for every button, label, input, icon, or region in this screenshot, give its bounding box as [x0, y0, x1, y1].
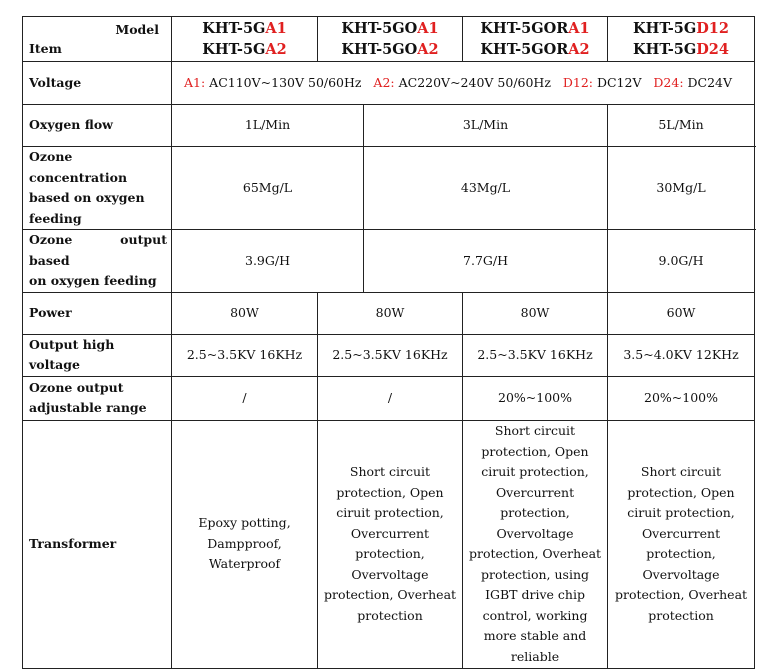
- model-name: KHT-5GOA2: [341, 41, 439, 58]
- model-cell-4: [608, 17, 755, 62]
- model-name: KHT-5GD24: [633, 41, 729, 58]
- model-cell-3: [463, 17, 608, 62]
- transformer-value: Short circuit protection, Open ciruit protection, Overcurrent protection, Overvoltage protection, Overheat protection: [608, 420, 755, 668]
- model-name: KHT-5GORA1: [480, 20, 590, 37]
- model-name: KHT-5GD12: [633, 20, 729, 37]
- output-high-voltage-value: 2.5~3.5KV 16KHz: [463, 334, 608, 376]
- output-high-voltage-value: 2.5~3.5KV 16KHz: [318, 334, 463, 376]
- ozone-output-value: 9.0G/H: [608, 230, 755, 293]
- oxygen-flow-label: Oxygen flow: [23, 105, 172, 147]
- adjustable-range-row: [23, 376, 755, 420]
- power-value: 80W: [172, 292, 318, 334]
- power-label: Power: [23, 292, 172, 334]
- model-cell-2: [318, 17, 463, 62]
- transformer-value: Epoxy potting, Dampproof, Waterproof: [172, 420, 318, 668]
- voltage-label: Voltage: [23, 62, 172, 105]
- adjustable-range-value: /: [172, 376, 318, 420]
- ozone-output-row: [23, 230, 755, 293]
- voltage-values: [172, 62, 755, 105]
- item-header-label: Item: [29, 41, 62, 56]
- model-cell-1: [172, 17, 318, 62]
- oxygen-flow-value: 1L/Min: [172, 105, 364, 147]
- model-name: KHT-5GA1: [202, 20, 287, 37]
- voltage-item: D12: DC12V: [562, 74, 642, 90]
- model-name: KHT-5GA2: [202, 41, 287, 58]
- ozone-concentration-value: 30Mg/L: [608, 147, 755, 230]
- output-high-voltage-label: Output high voltage: [23, 334, 172, 376]
- ozone-concentration-label: Ozone concentration based on oxygen feeding: [23, 147, 172, 230]
- transformer-row: [23, 420, 755, 668]
- voltage-item: A1: AC110V~130V 50/60Hz: [184, 74, 362, 90]
- adjustable-range-label: Ozone output adjustable range: [23, 376, 172, 420]
- transformer-label: Transformer: [23, 420, 172, 668]
- power-value: 80W: [463, 292, 608, 334]
- ozone-concentration-value: 43Mg/L: [364, 147, 608, 230]
- model-header-label: Model: [115, 22, 159, 37]
- transformer-value: Short circuit protection, Open ciruit protection, Overcurrent protection, Overvoltage protection, Overheat protection, using IGBT drive chip control, working more stable and reliable: [463, 420, 608, 668]
- ozone-output-label: Ozone output based on oxygen feeding: [23, 230, 172, 293]
- ozone-concentration-row: [23, 147, 755, 230]
- oxygen-flow-value: 5L/Min: [608, 105, 755, 147]
- ozone-output-value: 7.7G/H: [364, 230, 608, 293]
- header-corner-cell: [23, 17, 172, 62]
- ozone-concentration-value: 65Mg/L: [172, 147, 364, 230]
- power-value: 60W: [608, 292, 755, 334]
- oxygen-flow-value: 3L/Min: [364, 105, 608, 147]
- adjustable-range-value: /: [318, 376, 463, 420]
- oxygen-flow-row: [23, 105, 755, 147]
- model-name: KHT-5GOA1: [341, 20, 439, 37]
- spec-table: [22, 16, 755, 669]
- model-name: KHT-5GORA2: [480, 41, 590, 58]
- header-row: [23, 17, 755, 62]
- voltage-item: D24: DC24V: [653, 74, 733, 90]
- ozone-output-value: 3.9G/H: [172, 230, 364, 293]
- adjustable-range-value: 20%~100%: [463, 376, 608, 420]
- voltage-item: A2: AC220V~240V 50/60Hz: [373, 74, 551, 90]
- output-high-voltage-value: 3.5~4.0KV 12KHz: [608, 334, 755, 376]
- output-high-voltage-row: [23, 334, 755, 376]
- power-value: 80W: [318, 292, 463, 334]
- output-high-voltage-value: 2.5~3.5KV 16KHz: [172, 334, 318, 376]
- power-row: [23, 292, 755, 334]
- transformer-value: Short circuit protection, Open ciruit protection, Overcurrent protection, Overvoltage protection, Overheat protection: [318, 420, 463, 668]
- voltage-row: [23, 62, 755, 105]
- adjustable-range-value: 20%~100%: [608, 376, 755, 420]
